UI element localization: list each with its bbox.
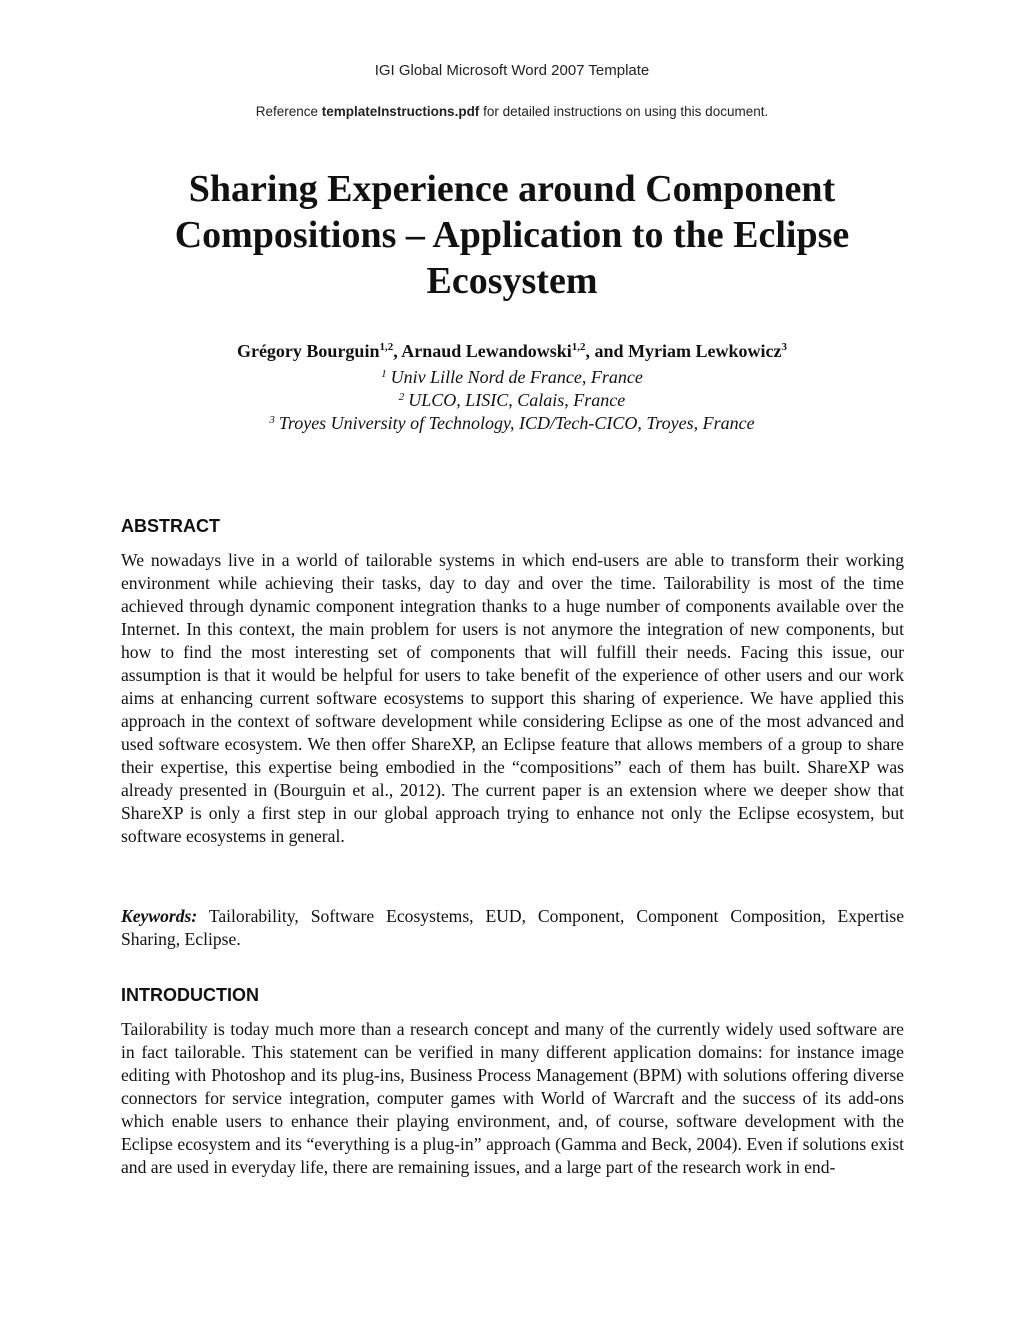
author-name: Arnaud Lewandowski	[401, 341, 572, 361]
author-separator: , and	[585, 341, 629, 361]
template-header: IGI Global Microsoft Word 2007 Template	[374, 62, 650, 79]
reference-prefix: Reference	[255, 104, 322, 119]
affiliation-text: ULCO, LISIC, Calais, France	[408, 390, 626, 410]
author-name: Myriam Lewkowicz	[628, 341, 782, 361]
author-separator: ,	[393, 341, 402, 361]
title-line: Compositions – Application to the Eclipse	[174, 214, 850, 256]
keywords-text: Tailorability, Software Ecosystems, EUD, Component, Component Composition, Expertise Sharing, Eclipse.	[121, 906, 904, 949]
reference-file: templateInstructions.pdf	[321, 104, 480, 119]
author-affil-mark: 1,2	[379, 341, 394, 353]
affiliation	[0, 412, 1024, 435]
author-name: Grégory Bourguin	[236, 341, 380, 361]
affiliation-text: Troyes University of Technology, ICD/Tech-CICO, Troyes, France	[278, 413, 755, 433]
title-line: Ecosystem	[426, 260, 598, 302]
reference-suffix: for detailed instructions on using this document.	[479, 104, 769, 119]
keywords-paragraph	[121, 905, 904, 951]
keywords-label: Keywords:	[121, 906, 198, 926]
affiliation-list	[0, 366, 1024, 435]
author-affil-mark: 1,2	[571, 341, 586, 353]
title-line: Sharing Experience around Component	[188, 168, 836, 210]
affiliation-text: Univ Lille Nord de France, France	[390, 367, 643, 387]
introduction-text: Tailorability is today much more than a research concept and many of the currently widely used software are in fact tailorable. This statement can be verified in many different application domains: for instance image editing with Photoshop and its plug-ins, Business Process Management (BPM) with solutions offering diverse connectors for service integration, computer games with World of Warcraft and the success of its add-ons which enable users to enhance their playing environment, and, of course, software development with the Eclipse ecosystem and its “everything is a plug-in” approach (Gamma and Beck, 2004). Even if solutions exist and are used in everyday life, there are remaining issues, and a large part of the research work in end-	[121, 1019, 904, 1177]
author-affil-mark: 3	[781, 341, 788, 353]
paper-title	[90, 166, 934, 304]
abstract-heading: ABSTRACT	[121, 516, 220, 536]
affiliation-number: 2	[398, 391, 405, 403]
affiliation-number: 3	[269, 414, 275, 426]
affiliation-number: 1	[381, 368, 387, 380]
author-list	[0, 341, 1024, 362]
template-reference-line	[0, 104, 1024, 119]
abstract-text: We nowadays live in a world of tailorable systems in which end-users are able to transform their working environment while achieving their tasks, day to day and over the time. Tailorability is most of the time achieved through dynamic component integration thanks to a huge number of components available over the Internet. In this context, the main problem for users is not anymore the integration of new components, but how to find the most interesting set of components that will fulfill their needs. Facing this issue, our assumption is that it would be helpful for users to take benefit of the experience of other users and our work aims at enhancing current software ecosystems to support this sharing of experience. We have applied this approach in the context of software development while considering Eclipse as one of the most advanced and used software ecosystem. We then offer ShareXP, an Eclipse feature that allows members of a group to share their expertise, this expertise being embodied in the “compositions” each of them has built. ShareXP was already presented in (Bourguin et al., 2012). The current paper is an extension where we deeper show that ShareXP is only a first step in our global approach trying to enhance not only the Eclipse ecosystem, but software ecosystems in general.	[121, 550, 904, 846]
introduction-heading: INTRODUCTION	[121, 985, 259, 1005]
affiliation	[0, 366, 1024, 389]
affiliation	[0, 389, 1024, 412]
